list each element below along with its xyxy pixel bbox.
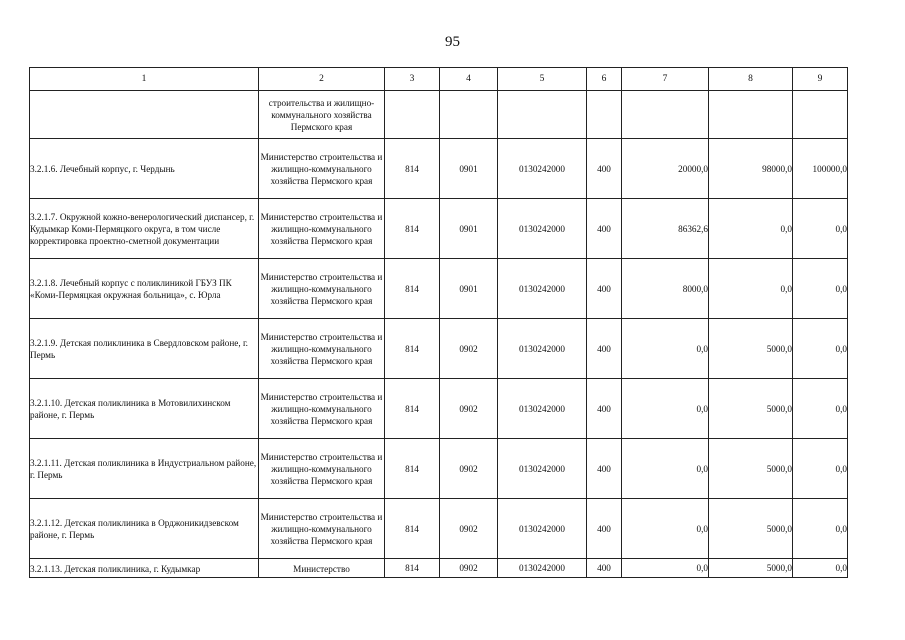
budget-table xyxy=(29,67,848,578)
code-cell: 0130242000 xyxy=(498,259,587,319)
object-name-cell: 3.2.1.9. Детская поликлиника в Свердловском районе, г. Пермь xyxy=(30,319,259,379)
amount-cell: 5000,0 xyxy=(709,499,793,559)
code-cell: 814 xyxy=(385,499,440,559)
amount-cell: 5000,0 xyxy=(709,319,793,379)
table-row xyxy=(30,559,848,578)
object-name-cell: 3.2.1.6. Лечебный корпус, г. Чердынь xyxy=(30,139,259,199)
table-row xyxy=(30,199,848,259)
column-header: 6 xyxy=(587,68,622,91)
column-header: 5 xyxy=(498,68,587,91)
object-name-cell: 3.2.1.13. Детская поликлиника, г. Кудымкар xyxy=(30,559,259,578)
code-cell: 0130242000 xyxy=(498,379,587,439)
code-cell: 400 xyxy=(587,499,622,559)
code-cell: 400 xyxy=(587,319,622,379)
code-cell: 400 xyxy=(587,199,622,259)
object-name-cell: 3.2.1.11. Детская поликлиника в Индустриальном районе, г. Пермь xyxy=(30,439,259,499)
code-cell: 400 xyxy=(587,379,622,439)
amount-cell: 5000,0 xyxy=(709,439,793,499)
column-header: 1 xyxy=(30,68,259,91)
code-cell: 400 xyxy=(587,259,622,319)
amount-cell: 0,0 xyxy=(709,199,793,259)
table-row xyxy=(30,439,848,499)
object-name-cell xyxy=(30,91,259,139)
code-cell: 814 xyxy=(385,379,440,439)
code-cell: 0902 xyxy=(440,439,498,499)
column-header: 8 xyxy=(709,68,793,91)
organization-cell: Министерство строительства и жилищно-коммунального хозяйства Пермского края xyxy=(259,499,385,559)
amount-cell: 0,0 xyxy=(622,559,709,578)
organization-cell: Министерство строительства и жилищно-коммунального хозяйства Пермского края xyxy=(259,439,385,499)
column-header: 9 xyxy=(793,68,848,91)
amount-cell: 86362,6 xyxy=(622,199,709,259)
code-cell: 400 xyxy=(587,439,622,499)
organization-cell: Министерство xyxy=(259,559,385,578)
amount-cell: 98000,0 xyxy=(709,139,793,199)
object-name-cell: 3.2.1.12. Детская поликлиника в Орджоникидзевском районе, г. Пермь xyxy=(30,499,259,559)
table-row xyxy=(30,379,848,439)
amount-cell xyxy=(793,91,848,139)
header-row xyxy=(30,68,848,91)
amount-cell: 0,0 xyxy=(622,499,709,559)
organization-cell: Министерство строительства и жилищно-коммунального хозяйства Пермского края xyxy=(259,259,385,319)
code-cell: 0902 xyxy=(440,379,498,439)
amount-cell: 0,0 xyxy=(793,319,848,379)
table-row xyxy=(30,319,848,379)
amount-cell: 0,0 xyxy=(793,199,848,259)
column-header: 7 xyxy=(622,68,709,91)
amount-cell: 20000,0 xyxy=(622,139,709,199)
amount-cell: 5000,0 xyxy=(709,559,793,578)
amount-cell: 5000,0 xyxy=(709,379,793,439)
column-header: 4 xyxy=(440,68,498,91)
amount-cell: 0,0 xyxy=(622,379,709,439)
table-row xyxy=(30,259,848,319)
table-row xyxy=(30,91,848,139)
organization-cell: Министерство строительства и жилищно-коммунального хозяйства Пермского края xyxy=(259,319,385,379)
organization-cell: Министерство строительства и жилищно-коммунального хозяйства Пермского края xyxy=(259,379,385,439)
amount-cell xyxy=(709,91,793,139)
code-cell: 0130242000 xyxy=(498,499,587,559)
object-name-cell: 3.2.1.10. Детская поликлиника в Мотовилихинском районе, г. Пермь xyxy=(30,379,259,439)
page-number: 95 xyxy=(445,34,460,50)
amount-cell: 0,0 xyxy=(793,259,848,319)
code-cell: 0902 xyxy=(440,499,498,559)
code-cell: 400 xyxy=(587,139,622,199)
amount-cell: 8000,0 xyxy=(622,259,709,319)
amount-cell: 0,0 xyxy=(793,439,848,499)
code-cell xyxy=(440,91,498,139)
code-cell: 0902 xyxy=(440,319,498,379)
table-row xyxy=(30,499,848,559)
code-cell: 0130242000 xyxy=(498,199,587,259)
code-cell: 0901 xyxy=(440,139,498,199)
code-cell: 814 xyxy=(385,319,440,379)
code-cell: 400 xyxy=(587,559,622,578)
code-cell xyxy=(587,91,622,139)
code-cell: 0130242000 xyxy=(498,319,587,379)
object-name-cell: 3.2.1.8. Лечебный корпус с поликлиникой ГБУЗ ПК «Коми-Пермяцкая окружная больница», с. Юрла xyxy=(30,259,259,319)
code-cell: 0901 xyxy=(440,199,498,259)
code-cell: 814 xyxy=(385,559,440,578)
table-row xyxy=(30,139,848,199)
amount-cell: 0,0 xyxy=(793,559,848,578)
amount-cell: 0,0 xyxy=(622,319,709,379)
code-cell xyxy=(498,91,587,139)
amount-cell: 0,0 xyxy=(622,439,709,499)
code-cell: 0130242000 xyxy=(498,559,587,578)
code-cell: 814 xyxy=(385,199,440,259)
code-cell: 814 xyxy=(385,259,440,319)
column-header: 3 xyxy=(385,68,440,91)
amount-cell: 0,0 xyxy=(709,259,793,319)
organization-cell: строительства и жилищно-коммунального хозяйства Пермского края xyxy=(259,91,385,139)
amount-cell xyxy=(622,91,709,139)
amount-cell: 0,0 xyxy=(793,379,848,439)
amount-cell: 100000,0 xyxy=(793,139,848,199)
code-cell: 814 xyxy=(385,439,440,499)
code-cell xyxy=(385,91,440,139)
code-cell: 0901 xyxy=(440,259,498,319)
code-cell: 814 xyxy=(385,139,440,199)
code-cell: 0130242000 xyxy=(498,139,587,199)
code-cell: 0130242000 xyxy=(498,439,587,499)
code-cell: 0902 xyxy=(440,559,498,578)
organization-cell: Министерство строительства и жилищно-коммунального хозяйства Пермского края xyxy=(259,199,385,259)
amount-cell: 0,0 xyxy=(793,499,848,559)
object-name-cell: 3.2.1.7. Окружной кожно-венерологический диспансер, г. Кудымкар Коми-Пермяцкого округа, в том числе корректировка проектно-сметной документации xyxy=(30,199,259,259)
column-header: 2 xyxy=(259,68,385,91)
organization-cell: Министерство строительства и жилищно-коммунального хозяйства Пермского края xyxy=(259,139,385,199)
